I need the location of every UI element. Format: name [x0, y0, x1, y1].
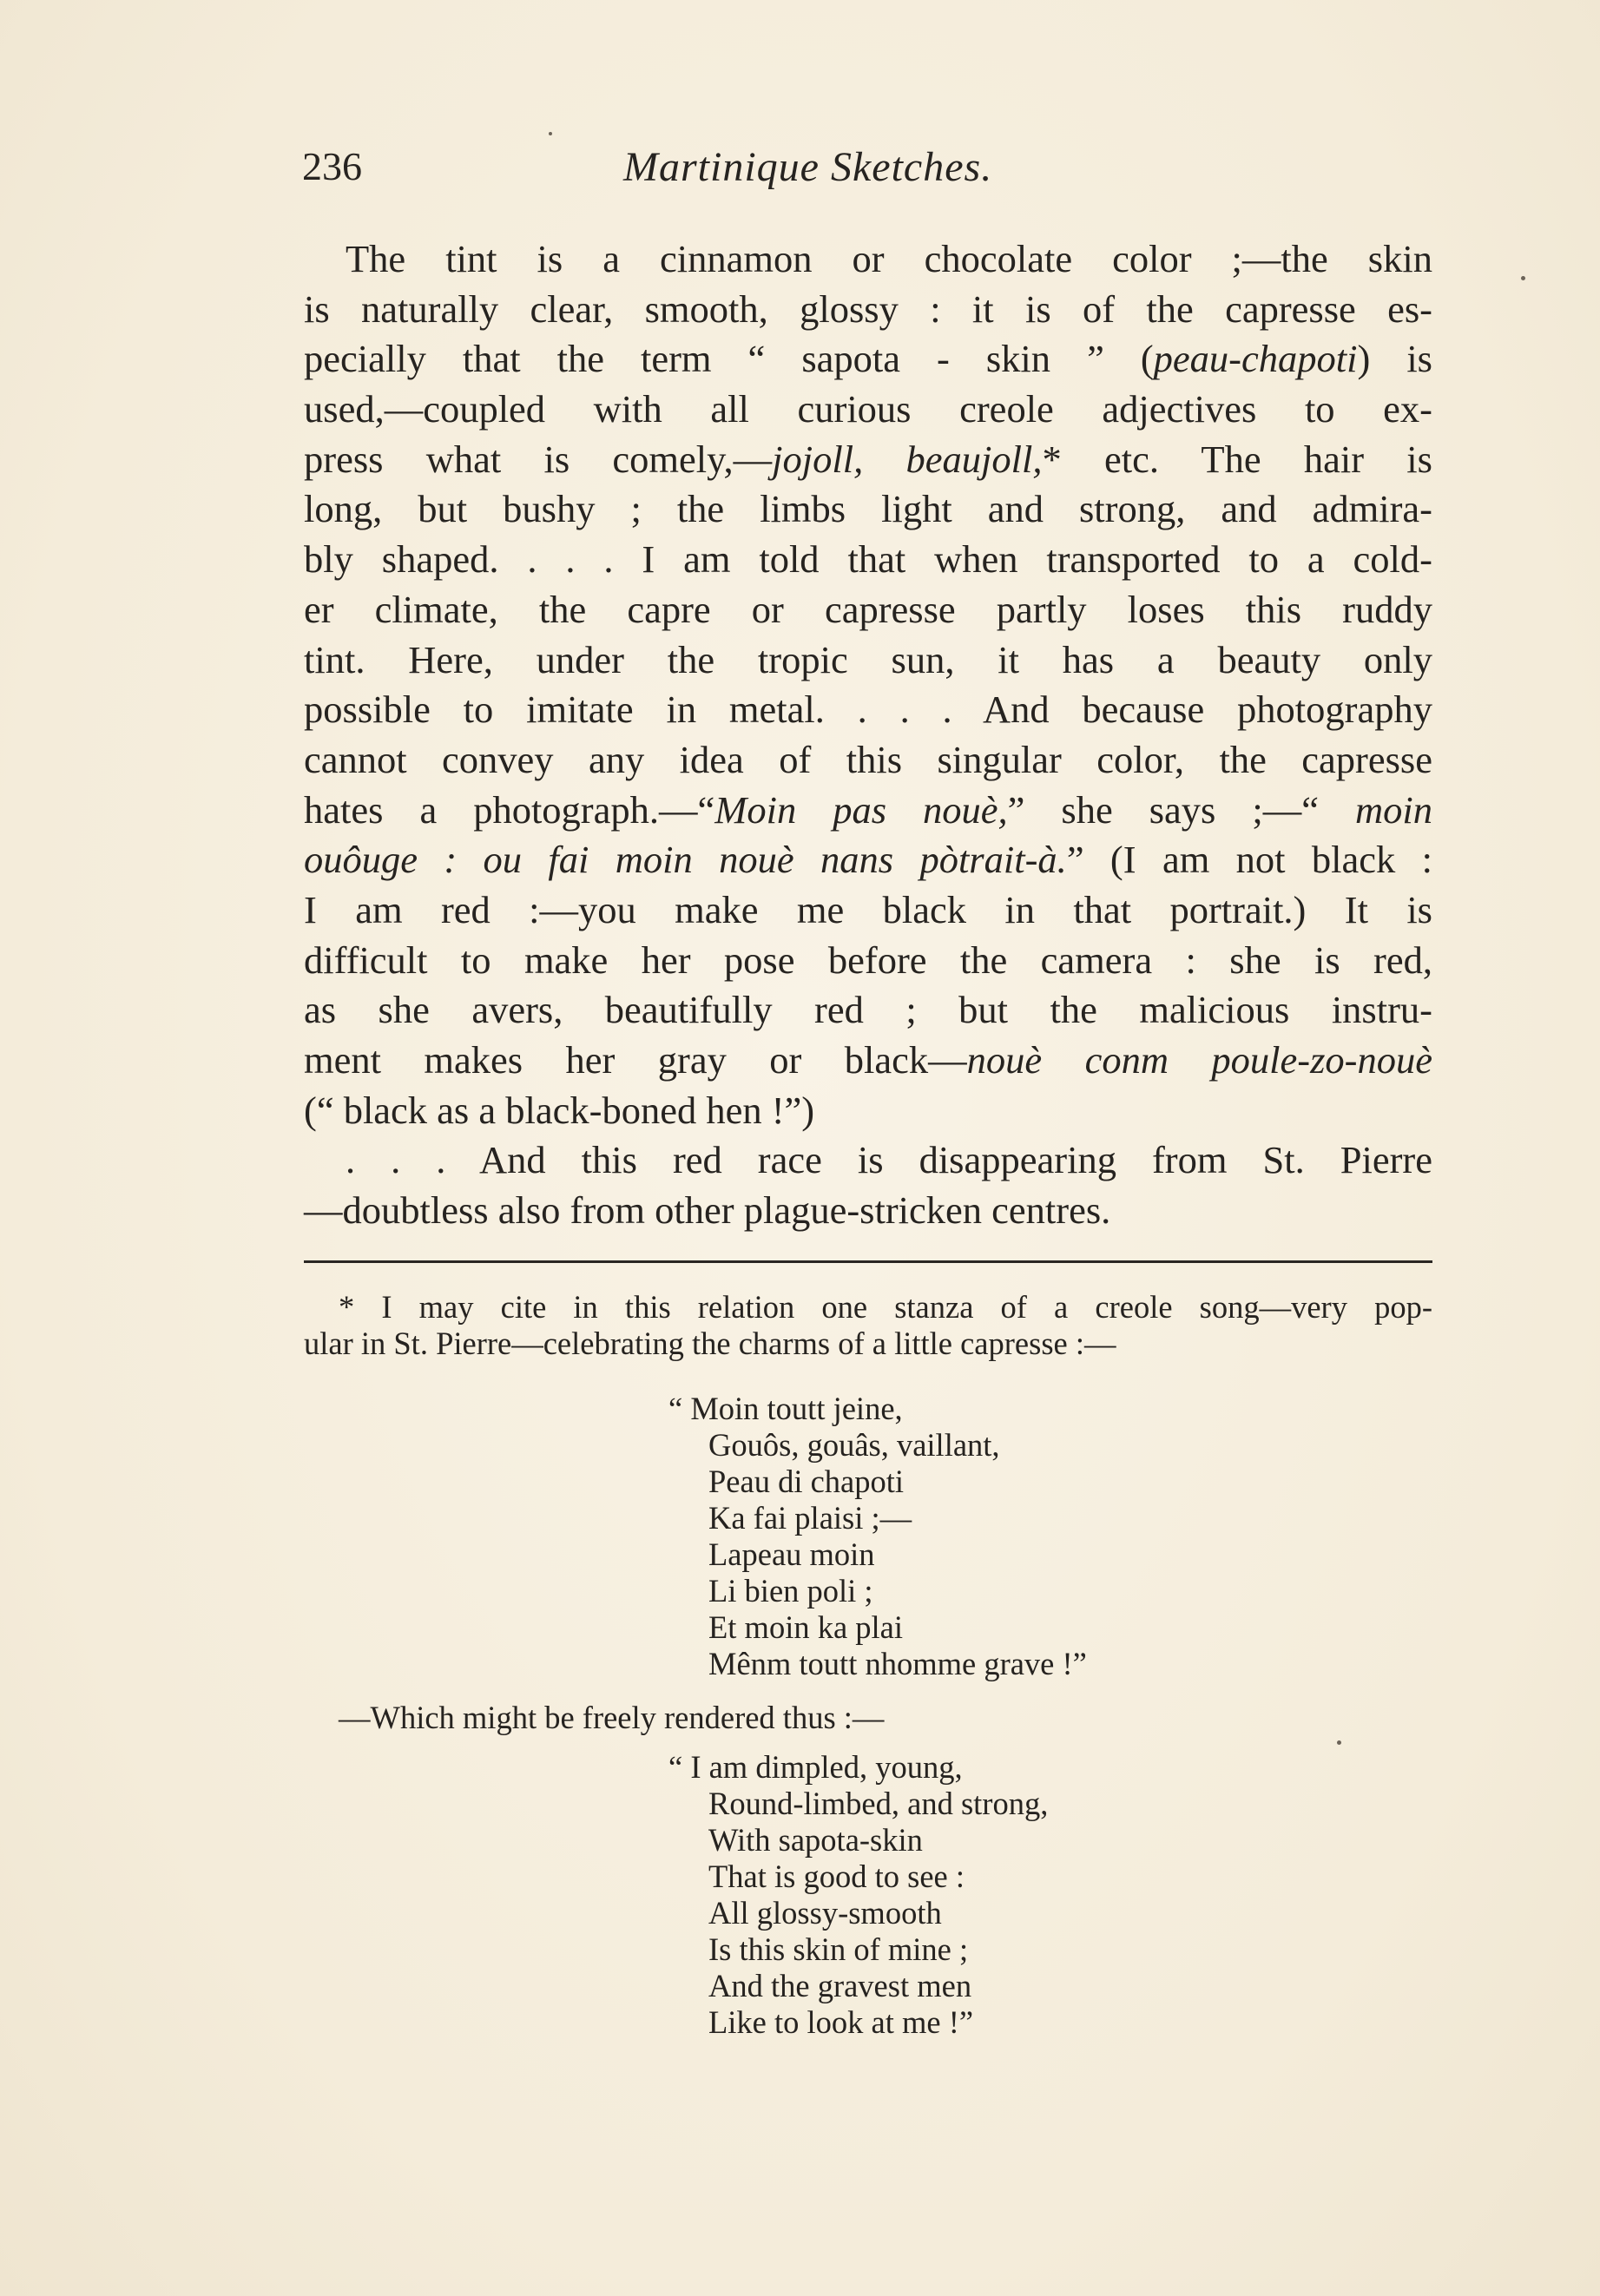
poem-line: Li bien poli ;	[708, 1573, 873, 1609]
body-line	[304, 585, 1432, 635]
footnote-line: ular in St. Pierre—celebrating the charms of a little capresse :—	[304, 1326, 1116, 1361]
text-run: . . . And this red race is disappearing from St. Pierre	[346, 1138, 1432, 1182]
poem-line: Et moin ka plai	[708, 1609, 904, 1645]
english-stanza	[668, 1749, 1048, 2041]
poem-line: “ I am dimpled, young,	[668, 1749, 963, 1785]
paper-speck	[549, 132, 552, 135]
text-run: long, but bushy ; the limbs light and strong, and admira-	[304, 487, 1432, 531]
text-run: pecially that the term “ sapota - skin ” (	[304, 337, 1154, 381]
text-run: —doubtless also from other plague-stricken centres.	[304, 1188, 1111, 1233]
body-line	[304, 1086, 1432, 1136]
poem-line: All glossy-smooth	[708, 1895, 942, 1931]
body-line	[304, 285, 1432, 335]
running-title: Martinique Sketches.	[623, 144, 993, 190]
text-run: (“ black as a black-boned hen !”)	[304, 1088, 815, 1132]
text-run: ment makes her gray or black—	[304, 1038, 967, 1082]
text-run: as she avers, beautifully red ; but the malicious instru-	[304, 988, 1432, 1032]
text-run: used,—coupled with all curious creole adjectives to ex-	[304, 387, 1432, 431]
poem-line: Is this skin of mine ;	[708, 1931, 969, 1967]
body-line	[304, 334, 1432, 385]
text-run: ” (I am not black :	[1066, 838, 1433, 882]
body-line	[304, 484, 1432, 535]
paper-speck	[1337, 1740, 1341, 1745]
italic-phrase: nouè conm poule-zo-nouè	[966, 1038, 1432, 1082]
italic-phrase: Moin pas nouè,	[714, 787, 1008, 832]
body-line	[304, 1135, 1432, 1186]
body-line	[304, 685, 1432, 735]
poem-line: And the gravest men	[708, 1968, 972, 2003]
body-line	[304, 635, 1432, 686]
poem-line: With sapota-skin	[708, 1822, 923, 1858]
footnote-text	[304, 1289, 1432, 1362]
poem-line: Like to look at me !”	[708, 2004, 974, 2040]
footnote-line: * I may cite in this relation one stanza of a creole song—very pop-	[339, 1289, 1432, 1325]
body-line	[304, 885, 1432, 936]
translation-intro: —Which might be freely rendered thus :—	[339, 1700, 885, 1735]
poem-line: Ka fai plaisi ;—	[708, 1500, 912, 1536]
main-body-text	[304, 234, 1432, 1236]
text-run: possible to imitate in metal. . . . And because photography	[304, 687, 1432, 732]
text-run: is naturally clear, smooth, glossy : it is of the capresse es-	[304, 286, 1432, 331]
text-run: ) is	[1357, 337, 1433, 381]
poem-line: Lapeau moin	[708, 1536, 875, 1572]
body-line	[304, 1036, 1432, 1086]
body-line	[304, 535, 1432, 585]
creole-stanza	[668, 1391, 1087, 1682]
body-line	[304, 786, 1432, 836]
text-run: * etc. The hair is	[1042, 437, 1432, 481]
text-run: I am red :—you make me black in that portrait.) It is	[304, 887, 1432, 931]
body-line	[304, 735, 1432, 786]
text-run: cannot convey any idea of this singular color, the capresse	[304, 737, 1432, 781]
poem-line: Peau di chapoti	[708, 1464, 905, 1499]
text-run: difficult to make her pose before the camera : she is red,	[304, 937, 1432, 982]
page-number: 236	[302, 144, 362, 188]
body-line	[304, 936, 1432, 986]
text-run: ” she says ;—“	[1007, 787, 1355, 832]
body-line	[304, 234, 1432, 285]
poem-line: Gouôs, gouâs, vaillant,	[708, 1427, 1000, 1463]
poem-line: “ Moin toutt jeine,	[668, 1391, 903, 1426]
text-run: er climate, the capre or capresse partly loses this ruddy	[304, 587, 1432, 631]
paper-speck	[1521, 276, 1525, 280]
poem-line: That is good to see :	[708, 1859, 965, 1894]
body-line	[304, 835, 1432, 885]
footnote-divider	[304, 1260, 1432, 1263]
poem-line: Mênm toutt nhomme grave !”	[708, 1646, 1087, 1681]
text-run: tint. Here, under the tropic sun, it has a beauty only	[304, 637, 1432, 681]
italic-phrase: ouôuge : ou fai moin nouè nans pòtrait-à.	[304, 838, 1067, 882]
italic-phrase: jojoll, beaujoll,	[772, 437, 1043, 481]
body-line	[304, 435, 1432, 485]
text-run: press what is comely,—	[304, 437, 773, 481]
text-run: The tint is a cinnamon or chocolate color ;—the skin	[346, 237, 1432, 280]
page-header	[302, 143, 1136, 195]
body-line	[304, 985, 1432, 1036]
poem-line: Round-limbed, and strong,	[708, 1786, 1049, 1821]
text-run: hates a photograph.—“	[304, 787, 715, 832]
italic-phrase: peau-chapoti	[1153, 337, 1358, 381]
body-line	[304, 385, 1432, 435]
italic-phrase: moin	[1355, 787, 1432, 832]
body-line	[304, 1186, 1432, 1236]
text-run: bly shaped. . . . I am told that when transported to a cold-	[304, 537, 1432, 582]
